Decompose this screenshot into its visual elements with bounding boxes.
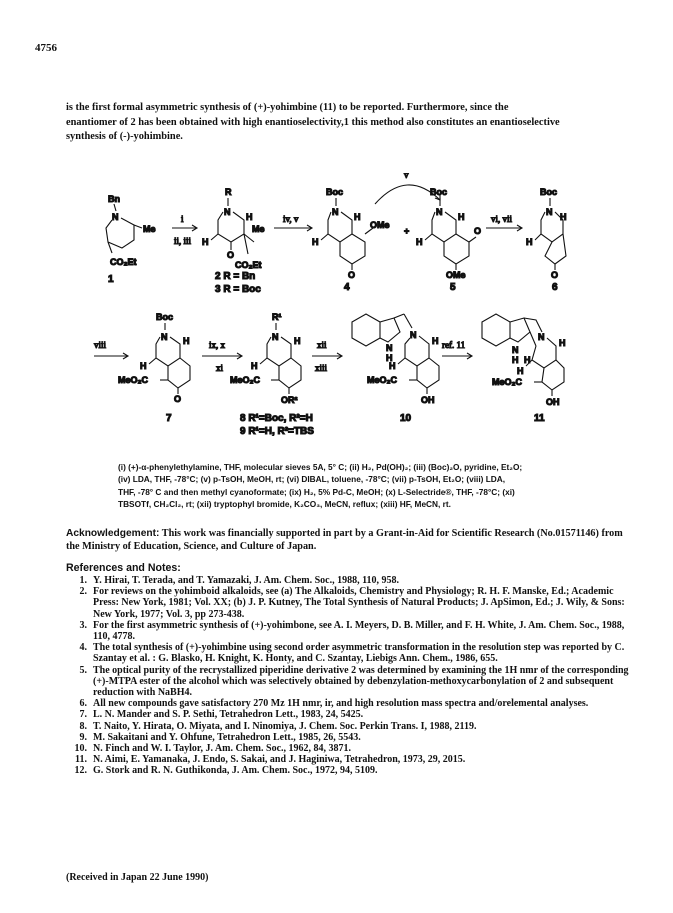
atom-label: H: [560, 212, 567, 222]
atom-label: N: [332, 207, 339, 217]
compound-5-structure: [416, 187, 481, 280]
atom-label: H: [524, 355, 531, 365]
compound-label: 2 R = Bn: [215, 271, 256, 282]
compound-label: 11: [534, 413, 545, 424]
page-number: 4756: [35, 42, 57, 54]
compound-11-structure: [482, 314, 566, 407]
atom-label: CO₂Et: [110, 257, 137, 267]
step-label: i: [181, 214, 184, 224]
reference-text: G. Stork and R. N. Guthikonda, J. Am. Chem. Soc., 1972, 94, 5109.: [93, 765, 378, 777]
reference-item: [66, 642, 631, 664]
reference-text: M. Sakaitani and Y. Ohfune, Tetrahedron Lett., 1985, 26, 5543.: [93, 731, 361, 743]
reference-number: 8.: [79, 720, 87, 732]
reference-text: N. Aimi, E. Yamanaka, J. Endo, S. Sakai, and J. Haginiwa, Tetrahedron, 1973, 29, 2015.: [93, 754, 466, 766]
atom-label: N: [546, 207, 553, 217]
atom-label: H: [432, 336, 439, 346]
atom-label: H: [140, 361, 147, 371]
intro-line: is the first formal asymmetric synthesis of (+)-yohimbine (11) to be reported. Furthermore, since the: [66, 102, 509, 113]
compound-10-structure: [352, 314, 439, 405]
reference-text: The optical purity of the recrystallized piperidine derivative 2 was determined by examining the 1H nmr of the corresponding (+)-MTPA ester of the alcohol which was selectively obtained by debenzylation-methoxycarbonylation of 2 and subsequent reduction with NaBH4.: [93, 664, 629, 699]
atom-label: H: [183, 336, 190, 346]
reference-item: [66, 665, 631, 699]
step-label: ref. 11: [442, 340, 466, 350]
condition-line: THF, -78° C and then methyl cyanoformate; (ix) H₂, 5% Pd-C, MeOH; (x) L-Selectride®, THF, -78°C; (xi): [118, 486, 515, 497]
reference-item: [66, 765, 631, 776]
atom-label: N: [386, 343, 393, 353]
reference-item: [66, 709, 631, 720]
atom-label: N: [112, 212, 119, 222]
atom-label: O: [474, 226, 482, 236]
intro-line: enantiomer of 2 has been obtained with high enantioselectivity,1 this method also constitutes an enantioselective: [66, 116, 560, 128]
compound-2-3-structure: [202, 187, 265, 270]
acknowledgement: [66, 528, 628, 553]
atom-label: H: [386, 353, 393, 363]
references-heading: References and Notes:: [66, 562, 181, 574]
intro-line: synthesis of (-)-yohimbine.: [66, 131, 183, 142]
atom-label: N: [538, 332, 545, 342]
atom-label: MeO₂C: [230, 375, 261, 385]
reference-text: For reviews on the yohimboid alkaloids, see (a) The Alkaloids, Chemistry and Physiology; R. H. F. Manske, Ed.; Academic Press: New York, 1981; Vol. XX; (b) J. P. Kutney, The Total Synthesis of Natural Products; J. ApSimon, Ed.; J. Wily, & Sons: New York, 1977; Vol. 3, pp 273-438.: [93, 586, 625, 620]
atom-label: N: [161, 332, 168, 342]
atom-label: H: [312, 237, 319, 247]
atom-label: CO₂Et: [235, 260, 262, 270]
atom-label: N: [410, 330, 417, 340]
atom-label: H: [517, 366, 524, 376]
reference-number: 12.: [74, 765, 87, 777]
compound-label: 8 R¹=Boc, R²=H: [240, 413, 313, 424]
atom-label: OMe: [370, 220, 390, 230]
atom-label: H: [526, 237, 533, 247]
reference-number: 5.: [79, 664, 87, 676]
references-list: [66, 575, 631, 777]
reference-item: [66, 586, 631, 620]
atom-label: MeO₂C: [118, 375, 149, 385]
atom-label: R¹: [272, 312, 282, 322]
reference-item: [66, 754, 631, 765]
step-label: ix, x: [209, 340, 226, 350]
compound-6-structure: [526, 187, 567, 280]
reference-item: [66, 732, 631, 743]
reference-item: [66, 575, 631, 586]
atom-label: H: [458, 212, 465, 222]
reference-item: [66, 721, 631, 732]
reference-number: 11.: [75, 754, 87, 766]
atom-label: H: [246, 212, 253, 222]
compound-label: 1: [108, 274, 114, 285]
acknowledgement-heading: Acknowledgement:: [66, 528, 160, 539]
atom-label: Me: [143, 224, 156, 234]
reference-item: [66, 698, 631, 709]
atom-label: N: [272, 332, 279, 342]
reference-number: 9.: [79, 731, 87, 743]
reference-text: The total synthesis of (+)-yohimbine using second order asymmetric transformation in the resolution step was reported by C. Szantay et al. : G. Blasko, H. Knight, K. Honty, and C. Szantay, Liebigs Ann. Chem., 1986, 655.: [93, 642, 625, 665]
reaction-scheme: [90, 170, 570, 455]
atom-label: OMe: [446, 270, 466, 280]
atom-label: H: [559, 338, 566, 348]
received-date: (Received in Japan 22 June 1990): [66, 872, 209, 883]
reaction-conditions: [118, 461, 578, 511]
compound-label: 3 R = Boc: [215, 284, 261, 295]
reference-text: N. Finch and W. I. Taylor, J. Am. Chem. Soc., 1962, 84, 3871.: [93, 743, 352, 755]
condition-line: (iv) LDA, THF, -78°C; (v) p-TsOH, MeOH, rt; (vi) DIBAL, toluene, -78°C; (vii) p-TsOH, Et₂O; (viii) LDA,: [118, 474, 506, 485]
atom-label: N: [512, 345, 519, 355]
atom-label: R: [225, 187, 232, 197]
reference-number: 7.: [79, 709, 87, 721]
atom-label: N: [436, 207, 443, 217]
atom-label: H: [202, 237, 209, 247]
acknowledgement-text: This work was financially supported in part by a Grant-in-Aid for Scientific Research (No.01571146) from the Ministry of Education, Science, and Culture of Japan.: [66, 528, 623, 552]
reference-text: L. N. Mander and S. P. Sethi, Tetrahedron Lett., 1983, 24, 5425.: [93, 709, 364, 721]
atom-label: MeO₂C: [367, 375, 398, 385]
compound-label: 7: [166, 413, 172, 424]
atom-label: H: [294, 336, 301, 346]
compound-8-9-structure: [230, 312, 301, 405]
atom-label: O: [174, 394, 182, 404]
atom-label: OH: [546, 397, 560, 407]
step-label: vi, vii: [491, 214, 513, 224]
atom-label: O: [227, 250, 235, 260]
atom-label: Boc: [540, 187, 558, 197]
atom-label: MeO₂C: [492, 377, 523, 387]
compound-label: 4: [344, 282, 350, 293]
reference-text: All new compounds gave satisfactory 270 Mz 1H nmr, ir, and high resolution mass spectra and/orelemental analyses.: [93, 698, 589, 710]
atom-label: H: [354, 212, 361, 222]
condition-line: TBSOTf, CH₂Cl₂, rt; (xii) tryptophyl bromide, K₂CO₃, MeCN, reflux; (xiii) HF, MeCN, rt.: [118, 499, 451, 510]
compound-label: 6: [552, 282, 558, 293]
atom-label: H: [251, 361, 258, 371]
compound-1-structure: [106, 194, 156, 267]
atom-label: H: [416, 237, 423, 247]
reference-text: For the first asymmetric synthesis of (+)-yohimbone, see A. I. Meyers, D. B. Miller, and F. H. White, J. Am. Chem. Soc., 1988, 110, 4778.: [93, 619, 625, 643]
atom-label: Boc: [430, 187, 448, 197]
reference-text: T. Naito, Y. Hirata, O. Miyata, and I. Ninomiya, J. Chem. Soc. Perkin Trans. I, 1988, 2119.: [93, 720, 477, 732]
atom-label: O: [551, 270, 559, 280]
reference-number: 4.: [79, 642, 87, 654]
condition-line: (i) (+)-α-phenylethylamine, THF, molecular sieves 5A, 5° C; (ii) H₂, Pd(OH)₂; (iii) (Boc)₂O, pyridine, Et₂O;: [118, 462, 523, 472]
reference-item: [66, 620, 631, 642]
step-label: xiii: [315, 363, 328, 373]
reference-number: 1.: [79, 575, 87, 586]
compound-7-structure: [118, 312, 190, 404]
reference-item: [66, 743, 631, 754]
step-label: v: [404, 170, 409, 180]
atom-label: Bn: [108, 194, 120, 204]
step-label: iv, v: [283, 214, 299, 224]
atom-label: Boc: [156, 312, 174, 322]
atom-label: O: [348, 270, 356, 280]
intro-paragraph: [66, 101, 626, 145]
atom-label: H: [389, 361, 396, 371]
atom-label: OR²: [281, 395, 298, 405]
step-label: ii, iii: [174, 236, 192, 246]
atom-label: N: [224, 207, 231, 217]
plus-sign: +: [404, 226, 410, 236]
reference-number: 3.: [79, 619, 87, 631]
reference-number: 10.: [74, 743, 87, 755]
atom-label: Me: [252, 224, 265, 234]
reference-number: 2.: [79, 586, 87, 598]
atom-label: OH: [421, 395, 435, 405]
reference-number: 6.: [79, 698, 87, 710]
step-label: viii: [94, 340, 107, 350]
reference-text: Y. Hirai, T. Terada, and T. Yamazaki, J. Am. Chem. Soc., 1988, 110, 958.: [93, 575, 400, 586]
atom-label: H: [512, 355, 519, 365]
step-label: xii: [317, 340, 327, 350]
compound-label: 5: [450, 282, 456, 293]
compound-label: 10: [400, 413, 412, 424]
compound-label: 9 R¹=H, R²=TBS: [240, 426, 314, 437]
step-label: xi: [216, 363, 224, 373]
atom-label: Boc: [326, 187, 344, 197]
